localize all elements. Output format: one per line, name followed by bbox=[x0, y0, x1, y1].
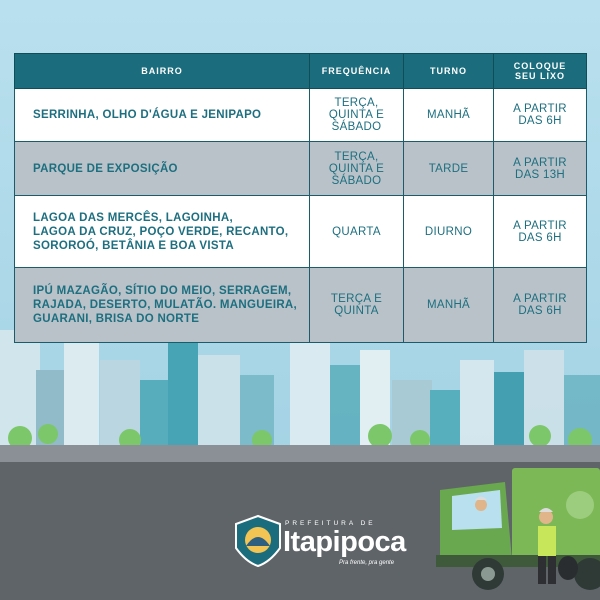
frequencia-line: QUINTA bbox=[334, 305, 379, 317]
frequencia-line: QUARTA bbox=[332, 225, 381, 238]
frequencia-line: TERÇA E bbox=[330, 293, 383, 305]
logo-prefeitura-label: PREFEITURA DE bbox=[285, 520, 376, 527]
bairro-line: GUARANI, BRISA DO NORTE bbox=[33, 313, 200, 325]
header-turno: TURNO bbox=[404, 54, 494, 89]
header-coloque-line1: COLOQUE bbox=[513, 61, 567, 71]
horario-cell bbox=[494, 268, 587, 343]
table-header-row bbox=[15, 54, 587, 89]
table-row bbox=[15, 268, 587, 343]
horario-line: DAS 13H bbox=[514, 168, 566, 181]
horario-line: A PARTIR bbox=[513, 103, 567, 115]
bairro-cell bbox=[15, 196, 310, 268]
table-row bbox=[15, 196, 587, 268]
bairro-line: SOROROÓ, BETÂNIA E BOA VISTA bbox=[33, 239, 234, 252]
header-frequencia: FREQUÊNCIA bbox=[310, 54, 404, 89]
bairro-cell bbox=[15, 268, 310, 343]
horario-cell bbox=[494, 196, 587, 268]
bairro-cell bbox=[15, 142, 310, 196]
table-row bbox=[15, 142, 587, 196]
horario-line: DAS 6H bbox=[518, 231, 562, 244]
horario-line: DAS 6H bbox=[518, 115, 562, 127]
bairro-line: LAGOA DA CRUZ, POÇO VERDE, RECANTO, bbox=[33, 225, 289, 238]
frequencia-line: TERÇA, bbox=[334, 150, 379, 163]
frequencia-cell bbox=[310, 89, 404, 142]
horario-line: A PARTIR bbox=[513, 156, 567, 169]
horario-cell bbox=[494, 142, 587, 196]
bairro-cell bbox=[15, 89, 310, 142]
horario-line: A PARTIR bbox=[513, 219, 567, 232]
frequencia-line: TERÇA, bbox=[334, 97, 379, 109]
table-row bbox=[15, 89, 587, 142]
frequencia-line: SÁBADO bbox=[331, 121, 382, 133]
header-coloque-seu-lixo bbox=[494, 54, 587, 89]
turno-cell: MANHÃ bbox=[404, 89, 494, 142]
frequencia-line: QUINTA E bbox=[328, 109, 385, 121]
frequencia-cell bbox=[310, 268, 404, 343]
turno-cell: MANHÃ bbox=[404, 268, 494, 343]
header-coloque-line2: SEU LIXO bbox=[514, 71, 565, 81]
bairro-line: RAJADA, DESERTO, MULATÃO. MANGUEIRA, bbox=[33, 299, 298, 311]
bairro-line: PARQUE DE EXPOSIÇÃO bbox=[33, 162, 178, 175]
bairro-line: IPÚ MAZAGÃO, SÍTIO DO MEIO, SERRAGEM, bbox=[33, 285, 292, 297]
frequencia-cell bbox=[310, 196, 404, 268]
frequencia-line: QUINTA E bbox=[328, 162, 385, 175]
header-bairro: BAIRRO bbox=[15, 54, 310, 89]
turno-cell: TARDE bbox=[404, 142, 494, 196]
horario-line: A PARTIR bbox=[513, 293, 567, 305]
frequencia-cell bbox=[310, 142, 404, 196]
horario-cell bbox=[494, 89, 587, 142]
collection-schedule-table bbox=[14, 53, 587, 343]
logo-slogan: Pra frente, pra gente bbox=[339, 560, 395, 566]
bairro-line: SERRINHA, OLHO D'ÁGUA E JENIPAPO bbox=[33, 109, 262, 121]
logo-city-name: Itapipoca bbox=[283, 526, 406, 558]
horario-line: DAS 6H bbox=[518, 305, 562, 317]
frequencia-line: SÁBADO bbox=[331, 174, 382, 187]
turno-cell: DIURNO bbox=[404, 196, 494, 268]
bairro-line: LAGOA DAS MERCÊS, LAGOINHA, bbox=[33, 211, 233, 224]
